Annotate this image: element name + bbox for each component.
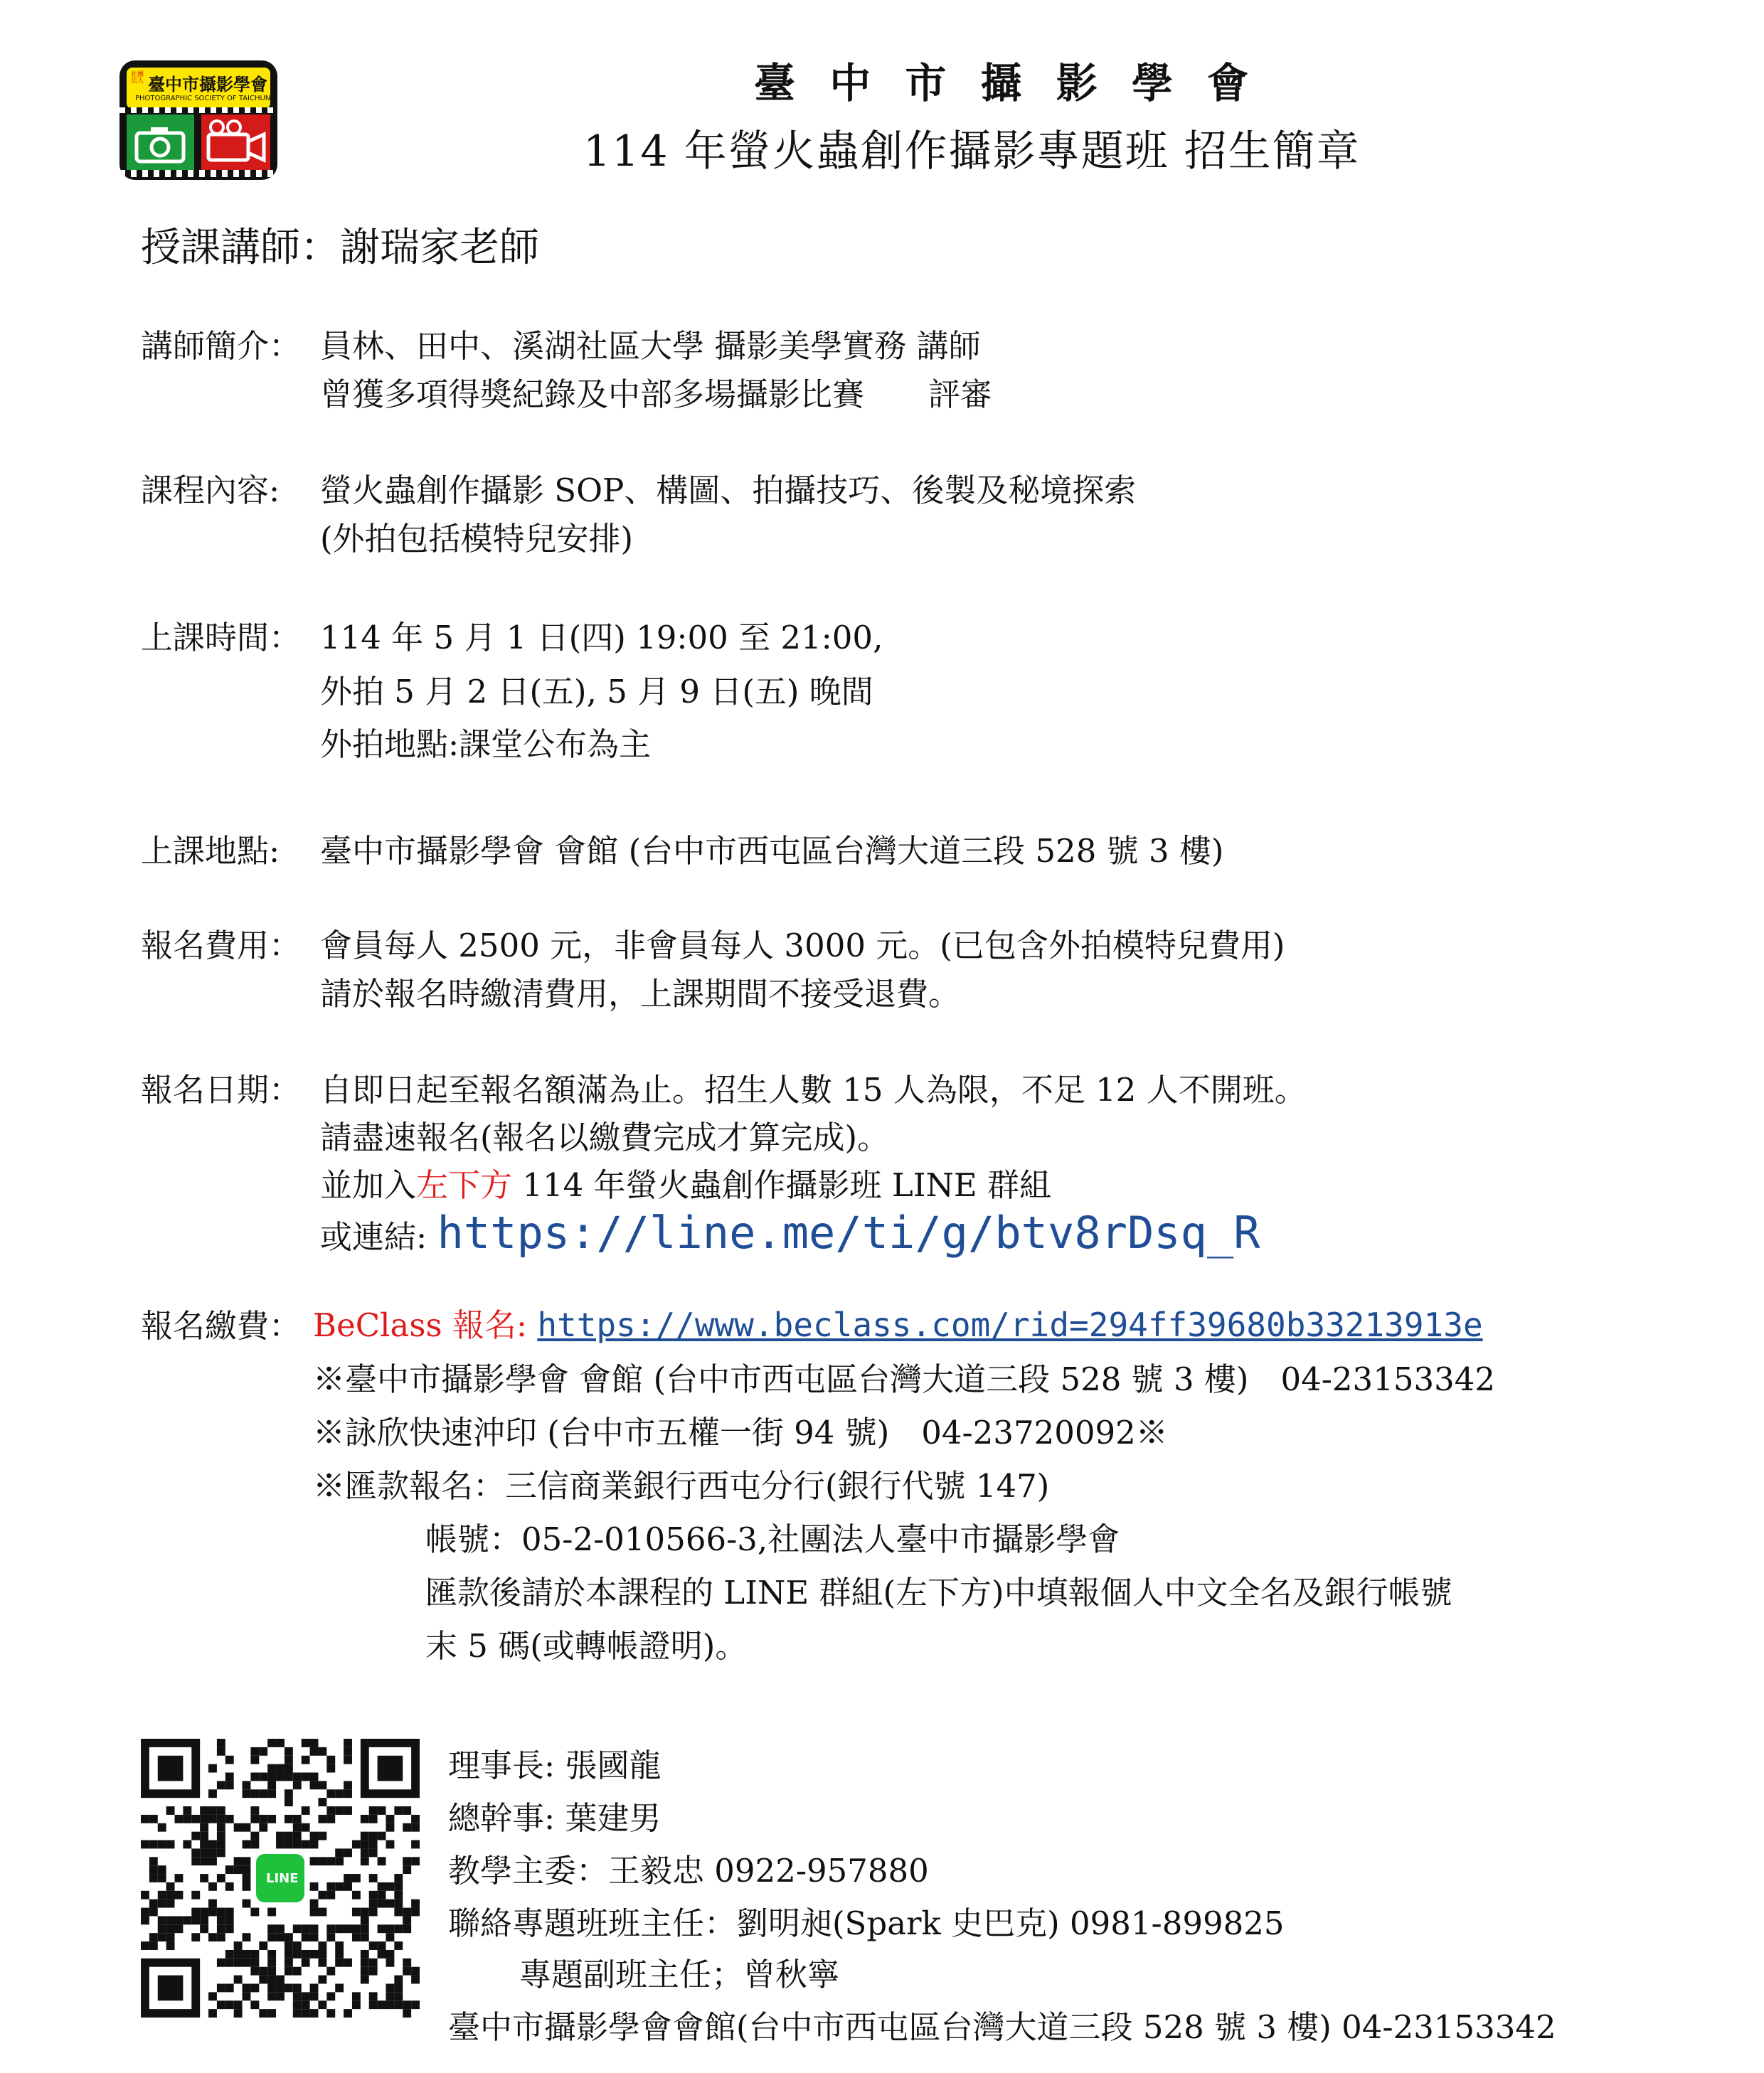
intro-line-1: 員林、田中、溪湖社區大學 攝影美學實務 講師 <box>320 327 981 365</box>
payment-line-7: 末 5 碼(或轉帳證明)。 <box>425 1627 748 1665</box>
dates-line-4-pre: 或連結: <box>320 1218 437 1256</box>
contact-leader: 聯絡專題班班主任：劉明昶(Spark 史巴克) 0981-899825 <box>448 1904 1285 1942</box>
beclass-label: BeClass 報名: <box>313 1306 538 1344</box>
line-app-icon <box>252 1850 309 1907</box>
schedule-line-3: 外拍地點:課堂公布為主 <box>320 725 652 763</box>
schedule-line-2: 外拍 5 月 2 日(五), 5 月 9 日(五) 晚間 <box>320 673 873 710</box>
payment-line-1 <box>313 1307 1483 1343</box>
logo-banner <box>127 68 277 109</box>
dates-line-3-pre: 並加入 <box>320 1166 417 1204</box>
payment-line-2: ※臺中市攝影學會 會館 (台中市西屯區台灣大道三段 528 號 3 樓) 04-23153342 <box>313 1360 1495 1398</box>
schedule-line-1: 114 年 5 月 1 日(四) 19:00 至 21:00, <box>320 619 883 656</box>
dates-lower-left-highlight: 左下方 <box>416 1166 513 1204</box>
dates-line-3 <box>320 1168 1051 1203</box>
payment-line-6: 匯款後請於本課程的 LINE 群組(左下方)中填報個人中文全名及銀行帳號 <box>425 1574 1452 1611</box>
dates-line-3-post: 114 年螢火蟲創作攝影班 LINE 群組 <box>512 1166 1052 1204</box>
logo-name: 臺中市攝影學會 <box>148 75 267 95</box>
org-title: 臺 中 市 攝 影 學 會 <box>754 59 1259 107</box>
line-badge-text: LINE <box>266 1871 299 1886</box>
fee-label: 報名費用： <box>141 927 302 964</box>
schedule-label: 上課時間： <box>141 619 302 656</box>
logo-film-strip-bottom <box>119 170 277 177</box>
dates-line-1: 自即日起至報名額滿為止。招生人數 15 人為限，不足 12 人不開班。 <box>320 1071 1307 1109</box>
fee-line-1: 會員每人 2500 元，非會員每人 3000 元。(已包含外拍模特兒費用) <box>320 927 1285 964</box>
line-group-link[interactable]: https://line.me/ti/g/btv8rDsq_R <box>437 1207 1260 1259</box>
payment-line-5: 帳號：05-2-010566-3,社團法人臺中市攝影學會 <box>425 1520 1120 1558</box>
logo-film-strip-top <box>119 107 277 113</box>
instructor-heading: 授課講師：謝瑞家老師 <box>141 225 539 271</box>
beclass-link[interactable]: https://www.beclass.com/rid=294ff39680b33213913e <box>537 1306 1483 1344</box>
dates-label: 報名日期： <box>141 1071 302 1109</box>
line-qr-code[interactable] <box>141 1739 420 2018</box>
contact-chairman: 理事長: 張國龍 <box>448 1747 662 1784</box>
content-line-2: (外拍包括模特兒安排) <box>320 520 634 558</box>
society-logo <box>119 60 277 180</box>
contact-address: 臺中市攝影學會會館(台中市西屯區台灣大道三段 528 號 3 樓) 04-23153342 <box>448 2008 1556 2046</box>
intro-line-2: 曾獲多項得獎紀錄及中部多場攝影比賽 評審 <box>320 375 993 413</box>
page-title: 114 年螢火蟲創作攝影專題班 招生簡章 <box>583 127 1361 176</box>
dates-line-4 <box>320 1209 1260 1257</box>
contact-teaching: 教學主委：王毅忠 0922-957880 <box>448 1852 929 1890</box>
fee-line-2: 請於報名時繳清費用，上課期間不接受退費。 <box>320 975 961 1013</box>
contact-vice: 專題副班主任；曾秋寧 <box>519 1956 840 1993</box>
camera-icon <box>127 114 194 171</box>
payment-label: 報名繳費： <box>141 1307 302 1345</box>
contact-secretary: 總幹事: 葉建男 <box>448 1799 662 1837</box>
location-label: 上課地點: <box>141 832 280 870</box>
video-camera-icon <box>201 114 270 171</box>
dates-line-2: 請盡速報名(報名以繳費完成才算完成)。 <box>320 1119 890 1156</box>
location-line-1: 臺中市攝影學會 會館 (台中市西屯區台灣大道三段 528 號 3 樓) <box>320 832 1224 870</box>
intro-label: 講師簡介： <box>141 327 302 365</box>
logo-side-text: 社團法人 <box>131 71 144 85</box>
payment-line-3: ※詠欣快速沖印 (台中市五權一街 94 號) 04-23720092※ <box>313 1414 1168 1451</box>
payment-line-4: ※匯款報名：三信商業銀行西屯分行(銀行代號 147) <box>313 1467 1050 1505</box>
logo-english: PHOTOGRAPHIC SOCIETY OF TAICHUNG <box>135 95 277 102</box>
content-line-1: 螢火蟲創作攝影 SOP、構圖、拍攝技巧、後製及秘境探索 <box>320 471 1137 509</box>
content-label: 課程內容: <box>141 471 280 509</box>
